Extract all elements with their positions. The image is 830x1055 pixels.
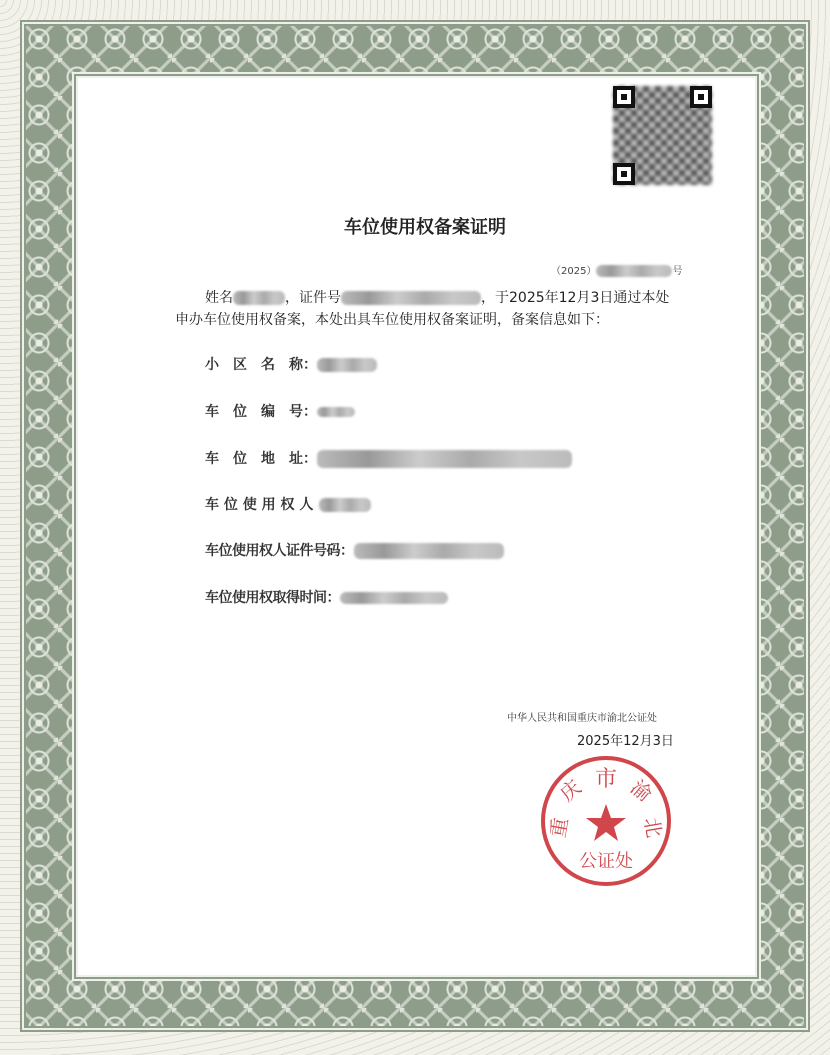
field-right-holder bbox=[205, 494, 371, 514]
field-label: 车位使用权取得时间： bbox=[205, 590, 340, 606]
redacted-value bbox=[354, 543, 504, 559]
qr-finder-icon bbox=[613, 86, 635, 108]
paragraph-line-1 bbox=[205, 287, 669, 307]
field-label: 车 位 编 号： bbox=[205, 404, 317, 420]
seal-star-icon bbox=[545, 760, 667, 882]
svg-text:渝: 渝 bbox=[626, 775, 657, 807]
redacted-id bbox=[341, 291, 481, 305]
official-seal bbox=[541, 756, 671, 886]
paragraph-tail: ，于2025年12月3日通过本处 bbox=[481, 290, 670, 306]
svg-text:庆: 庆 bbox=[555, 775, 586, 807]
redacted-value bbox=[319, 498, 371, 512]
field-space-address bbox=[205, 448, 572, 468]
issue-date: 2025年12月3日 bbox=[577, 734, 674, 749]
field-label: 小 区 名 称： bbox=[205, 357, 317, 373]
document-number bbox=[551, 262, 682, 277]
redacted-value bbox=[317, 450, 572, 468]
redacted-value bbox=[340, 592, 448, 604]
redacted-value bbox=[317, 358, 377, 372]
redacted-value bbox=[317, 407, 355, 417]
svg-text:市: 市 bbox=[594, 767, 618, 792]
field-label: 车 位 使 用 权 人 bbox=[205, 497, 314, 513]
field-acquired-time bbox=[205, 587, 448, 607]
paragraph-line-2: 申办车位使用权备案，本处出具车位使用权备案证明，备案信息如下： bbox=[175, 312, 609, 328]
field-community-name bbox=[205, 354, 377, 374]
redacted-number bbox=[596, 265, 672, 277]
svg-text:公证处: 公证处 bbox=[579, 851, 633, 872]
qr-finder-icon bbox=[690, 86, 712, 108]
doc-number-prefix: （2025） bbox=[551, 266, 597, 277]
qr-finder-icon bbox=[613, 163, 635, 185]
field-holder-id bbox=[205, 540, 504, 560]
document-title: 车位使用权备案证明 bbox=[344, 217, 506, 238]
svg-text:北: 北 bbox=[639, 815, 667, 840]
name-label: 姓名 bbox=[205, 290, 233, 306]
field-label: 车 位 地 址： bbox=[205, 451, 317, 467]
field-label: 车位使用权人证件号码： bbox=[205, 543, 354, 559]
id-label: ，证件号 bbox=[285, 290, 341, 306]
svg-text:重: 重 bbox=[545, 815, 573, 840]
field-space-number bbox=[205, 401, 355, 421]
redacted-name bbox=[233, 291, 285, 305]
doc-number-suffix: 号 bbox=[672, 266, 683, 277]
issuer: 中华人民共和国重庆市渝北公证处 bbox=[507, 713, 657, 724]
